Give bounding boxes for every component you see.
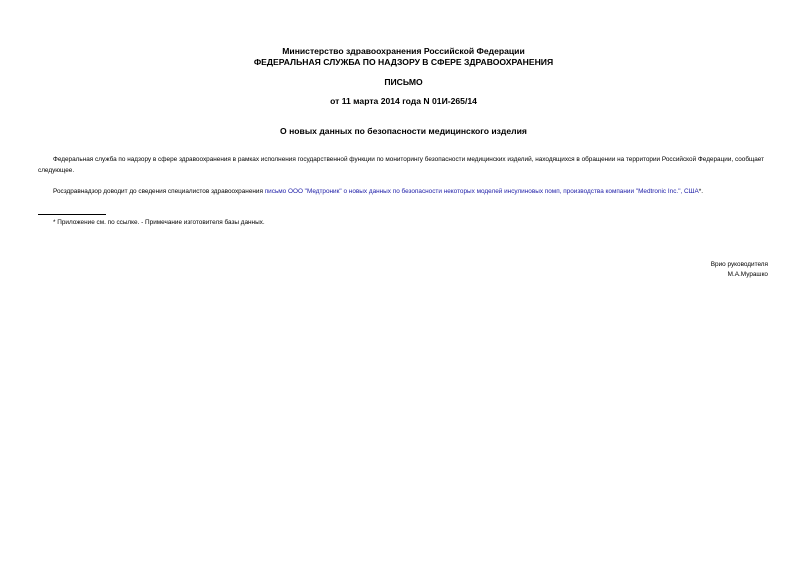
ministry-name: Министерство здравоохранения Российской Федерации	[282, 46, 525, 56]
paragraph-2-text: Росздравнадзор доводит до сведения специалистов здравоохранения	[53, 188, 265, 195]
medtronic-letter-link[interactable]: письмо ООО "Медтроник" о новых данных по безопасности некоторых моделей инсулиновых помп, производства компании "Medtronic Inc.", США	[264, 188, 699, 195]
body-paragraph-1: Федеральная служба по надзору в сфере здравоохранения в рамках исполнения государственной функции по мониторингу безопасности медицинских изделий, находящихся в обращении на территории Российской Федерации, сообщает следующее.	[38, 156, 765, 174]
signatory-title: Врио руководителя	[710, 261, 768, 268]
paragraph-2-footnote-mark: *.	[698, 188, 704, 195]
signatory-name: М.А.Мурашко	[727, 271, 768, 278]
footnote-divider	[38, 214, 106, 215]
body-paragraph-2	[38, 187, 771, 198]
service-name: ФЕДЕРАЛЬНАЯ СЛУЖБА ПО НАДЗОРУ В СФЕРЕ ЗДРАВООХРАНЕНИЯ	[253, 57, 554, 67]
document-type: ПИСЬМО	[384, 77, 423, 87]
footnote-text: * Приложение см. по ссылке. - Примечание изготовителя базы данных.	[53, 219, 265, 226]
document-subject: О новых данных по безопасности медицинского изделия	[280, 126, 527, 136]
document-date-number: от 11 марта 2014 года N 01И-265/14	[330, 96, 477, 106]
